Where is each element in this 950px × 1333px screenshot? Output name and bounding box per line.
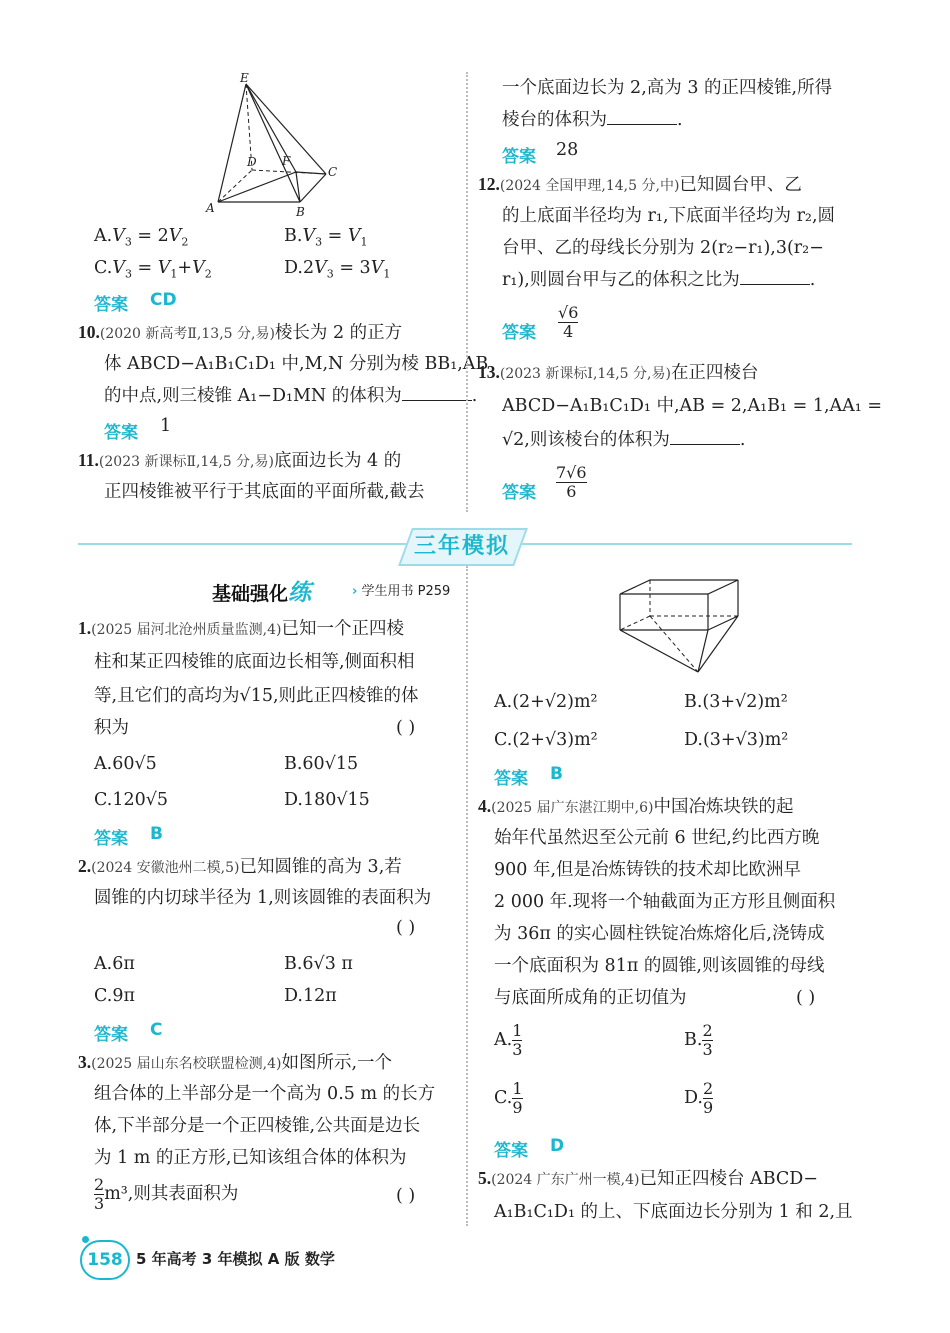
p1-option-b: B.60√15 <box>284 754 359 774</box>
p3-answer-label: 答案 <box>494 769 528 789</box>
p2-option-c: C.9π <box>94 986 135 1006</box>
q10-line2: 体 ABCD−A₁B₁C₁D₁ 中,M,N 分别为棱 BB₁,AB <box>104 354 489 374</box>
p4-option-d: D. $\frac{2}{9}$ <box>684 1079 714 1117</box>
q11-answer-label: 答案 <box>502 147 536 167</box>
label-d: D <box>247 155 257 169</box>
divider-right <box>518 543 852 545</box>
figure-box-pyramid <box>610 572 750 684</box>
p2-line1: 2.(2024 安徽池州二模,5)已知圆锥的高为 3,若 <box>78 856 402 877</box>
q11-answer: 28 <box>556 140 579 160</box>
p1-line4: 积为 <box>94 718 129 738</box>
p2-option-a: A.6π <box>94 954 135 974</box>
q9-option-b: $B.V_3 = V_1$ <box>284 226 368 249</box>
p4-answer: D <box>550 1136 565 1156</box>
q12-answer-label: 答案 <box>502 323 536 343</box>
p3-line4: 为 1 m 的正方形,已知该组合体的体积为 <box>94 1148 407 1168</box>
p2-line2: 圆锥的内切球半径为 1,则该圆锥的表面积为 <box>94 888 432 908</box>
label-e: E <box>240 72 249 85</box>
q10-line3: 的中点,则三棱锥 A₁−D₁MN 的体积为 . <box>104 380 477 413</box>
p1-option-a: A.60√5 <box>94 754 157 774</box>
p2-option-b: B.6√3 π <box>284 954 353 974</box>
p3-line5: $\frac{2}{3}$ m³,则其表面积为 <box>94 1175 239 1213</box>
q9-option-c: $C.V_3 = V_1+V_2$ <box>94 258 212 281</box>
p5-line1: 5.(2024 广东广州一模,4)已知正四棱台 ABCD− <box>478 1168 818 1189</box>
footer-title: 5 年高考 3 年模拟 A 版 数学 <box>136 1250 335 1268</box>
q10-line1: 10.(2020 新高考Ⅱ,13,5 分,易)棱长为 2 的正方 <box>78 322 403 343</box>
q9-answer: CD <box>150 290 177 310</box>
q13-answer: $\frac{7√6}{6}$ <box>556 463 587 501</box>
banner-title: 三年模拟 <box>413 534 510 559</box>
label-a: A <box>206 201 215 215</box>
p2-option-d: D.12π <box>284 986 337 1006</box>
p3-line3: 体,下半部分是一个正四棱锥,公共面是边长 <box>94 1116 421 1136</box>
p4-line6: 一个底面积为 81π 的圆锥,则该圆锥的母线 <box>494 956 825 976</box>
q12-line3: 台甲、乙的母线长分别为 2(r₂−r₁),3(r₂− <box>502 238 824 258</box>
label-c: C <box>328 165 338 179</box>
section-title: 基础强化练 <box>212 580 312 606</box>
label-b: B <box>296 205 305 219</box>
column-divider-bottom <box>466 566 468 1226</box>
q13-line3: √2,则该棱台的体积为 . <box>502 424 745 457</box>
q10-answer: 1 <box>160 416 172 436</box>
p3-fraction: $\frac{2}{3}$ <box>94 1175 105 1213</box>
p4-option-c: C. $\frac{1}{9}$ <box>494 1079 523 1117</box>
p4-answer-label: 答案 <box>494 1141 528 1161</box>
q13-line2: ABCD−A₁B₁C₁D₁ 中,AB = 2,A₁B₁ = 1,AA₁ = <box>502 396 883 416</box>
p4-paren: ( ) <box>796 988 816 1008</box>
p4-option-b: B. $\frac{2}{3}$ <box>684 1021 713 1059</box>
p4-option-a: A. $\frac{1}{3}$ <box>494 1021 523 1059</box>
section-ref: › 学生用书 P259 <box>352 584 451 599</box>
p4-line3: 900 年,但是冶炼铸铁的技术却比欧洲早 <box>494 860 802 880</box>
p1-option-c: C.120√5 <box>94 790 169 810</box>
q11-line3: 一个底面边长为 2,高为 3 的正四棱锥,所得 <box>502 78 833 98</box>
p3-option-c: C.(2+√3)m² <box>494 730 598 750</box>
p3-paren: ( ) <box>396 1186 416 1206</box>
q13-line1: 13.(2023 新课标Ⅰ,14,5 分,易)在正四棱台 <box>478 362 759 383</box>
q12-line2: 的上底面半径均为 r₁,下底面半径均为 r₂,圆 <box>502 206 836 226</box>
p4-line2: 始年代虽然迟至公元前 6 世纪,约比西方晚 <box>494 828 820 848</box>
p2-answer-label: 答案 <box>94 1025 128 1045</box>
q13-answer-label: 答案 <box>502 483 536 503</box>
q11-line1: 11.(2023 新课标Ⅱ,14,5 分,易)底面边长为 4 的 <box>78 450 402 471</box>
p4-line7: 与底面所成角的正切值为 <box>494 988 687 1008</box>
p3-line1: 3.(2025 届山东名校联盟检测,4)如图所示,一个 <box>78 1052 393 1073</box>
q12-answer: $\frac{√6}{4}$ <box>558 303 579 341</box>
p1-line1: 1.(2025 届河北沧州质量监测,4)已知一个正四棱 <box>78 618 404 639</box>
p3-option-a: A.(2+√2)m² <box>494 692 598 712</box>
p2-answer: C <box>150 1020 163 1040</box>
p3-option-d: D.(3+√3)m² <box>684 730 789 750</box>
p4-line4: 2 000 年.现将一个轴截面为正方形且侧面积 <box>494 892 836 912</box>
q12-line1: 12.(2024 全国甲理,14,5 分,中)已知圆台甲、乙 <box>478 174 802 195</box>
p2-paren: ( ) <box>396 918 416 938</box>
p1-answer-label: 答案 <box>94 829 128 849</box>
figure-pyramid <box>200 72 350 220</box>
p1-answer: B <box>150 824 163 844</box>
p4-line1: 4.(2025 届广东湛江期中,6)中国冶炼块铁的起 <box>478 796 794 817</box>
p3-answer: B <box>550 764 563 784</box>
q10-answer-label: 答案 <box>104 423 138 443</box>
q12-line4: r₁),则圆台甲与乙的体积之比为 . <box>502 264 815 297</box>
p1-option-d: D.180√15 <box>284 790 370 810</box>
q11-line4: 棱台的体积为 . <box>502 104 683 137</box>
p4-line5: 为 36π 的实心圆柱铁锭冶炼熔化后,浇铸成 <box>494 924 825 944</box>
p3-option-b: B.(3+√2)m² <box>684 692 788 712</box>
page-number: 158 <box>80 1240 130 1280</box>
divider-left <box>78 543 408 545</box>
q11-line2: 正四棱锥被平行于其底面的平面所截,截去 <box>104 482 425 502</box>
p1-line3: 等,且它们的高均为√15,则此正四棱锥的体 <box>94 686 419 706</box>
p1-paren: ( ) <box>396 718 416 738</box>
q9-answer-label: 答案 <box>94 295 128 315</box>
p5-line2: A₁B₁C₁D₁ 的上、下底面边长分别为 1 和 2,且 <box>494 1202 853 1222</box>
q9-option-d: $D.2V_3 = 3V_1$ <box>284 258 391 281</box>
p1-line2: 柱和某正四棱锥的底面边长相等,侧面积相 <box>94 652 415 672</box>
column-divider-top <box>466 72 468 512</box>
p3-line2: 组合体的上半部分是一个高为 0.5 m 的长方 <box>94 1084 436 1104</box>
q9-option-a: $A.V_3 = 2V_2$ <box>94 226 189 249</box>
page-dot <box>82 1236 89 1243</box>
label-f: F <box>282 154 291 168</box>
